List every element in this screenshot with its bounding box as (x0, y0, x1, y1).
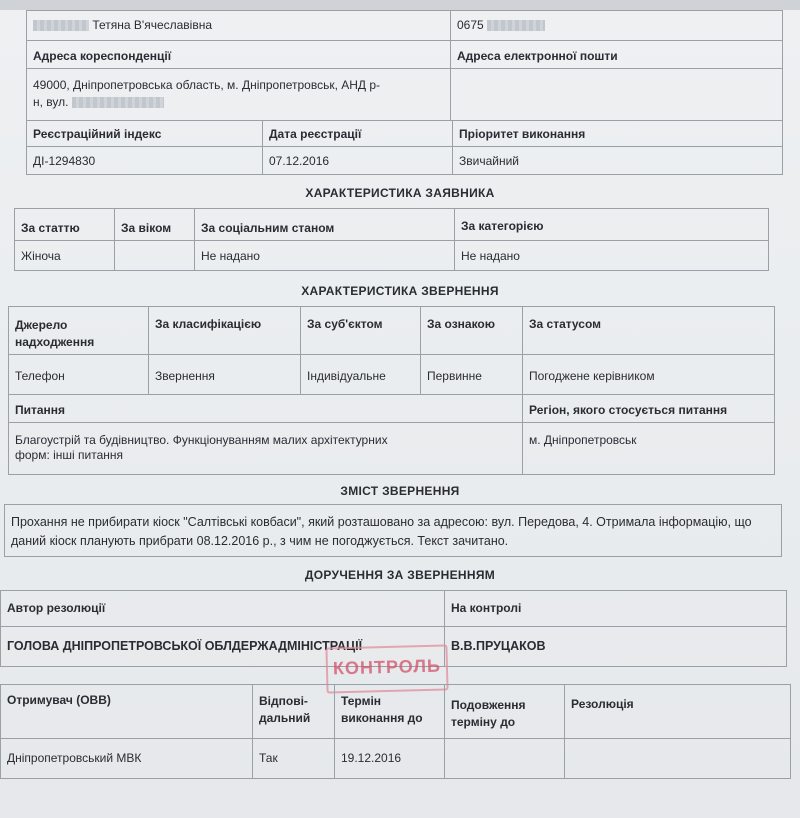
redacted-mark (487, 20, 545, 31)
char-sex: Жіноча (15, 241, 115, 271)
char-header-category: За категорією (455, 209, 769, 241)
resolution-author-label: Автор резолюції (1, 591, 445, 627)
redacted-mark (33, 20, 89, 31)
content-table (4, 504, 782, 557)
char-header-social: За соціальним станом (195, 209, 455, 241)
appeal-char-table (8, 306, 775, 475)
page-top-edge (0, 0, 800, 10)
address-cell (27, 69, 451, 121)
redacted-mark (72, 97, 164, 108)
applicant-name: Тетяна В'ячеславівна (92, 18, 213, 32)
content-text: Прохання не прибирати кіоск "Салтівські ковбаси", який розташовано за адресою: вул. Передова, 4. Отримала інформацію, що даний кіоск планують прибрати 08.12.2016 р., з чим не погоджується. Текст зачитано. (5, 505, 782, 557)
applicant-name-cell (27, 11, 451, 41)
recipient-deadline: 19.12.2016 (335, 739, 445, 779)
reg-index-label: Реєстраційний індекс (27, 121, 263, 147)
on-control: В.В.ПРУЦАКОВ (445, 627, 787, 667)
priority: Звичайний (453, 147, 783, 175)
email-label: Адреса електронної пошти (451, 41, 783, 69)
control-stamp: КОНТРОЛЬ (325, 644, 448, 693)
section-title-assignment: ДОРУЧЕННЯ ЗА ЗВЕРНЕННЯМ (304, 568, 496, 582)
appeal-status: Погоджене керівником (523, 355, 775, 395)
recipient-responsible: Так (253, 739, 335, 779)
reg-date-label: Дата реєстрації (263, 121, 453, 147)
recipients-header-extension: Подовження терміну до (445, 685, 565, 739)
char-category: Не надано (455, 241, 769, 271)
applicant-table (26, 10, 783, 121)
appeal-source: Телефон (9, 355, 149, 395)
section-title-applicant: ХАРАКТЕРИСТИКА ЗАЯВНИКА (305, 186, 495, 200)
address-line-2: н, вул. (33, 95, 69, 109)
section-title-content: ЗМІСТ ЗВЕРНЕННЯ (340, 484, 460, 498)
appeal-class: Звернення (149, 355, 301, 395)
appeal-header-class: За класифікацією (149, 307, 301, 355)
recipients-header-responsible: Відпові-дальний (253, 685, 335, 739)
char-social: Не надано (195, 241, 455, 271)
section-title-appeal: ХАРАКТЕРИСТИКА ЗВЕРНЕННЯ (301, 284, 499, 298)
char-header-age: За віком (115, 209, 195, 241)
address-label: Адреса кореспонденції (27, 41, 451, 69)
recipients-table (0, 684, 791, 779)
priority-label: Пріоритет виконання (453, 121, 783, 147)
appeal-header-subject: За суб'єктом (301, 307, 421, 355)
recipients-header-resolution: Резолюція (565, 685, 791, 739)
on-control-label: На контролі (445, 591, 787, 627)
appeal-header-sign: За ознакою (421, 307, 523, 355)
applicant-char-table (14, 208, 769, 271)
email-cell (451, 69, 783, 121)
reg-date: 07.12.2016 (263, 147, 453, 175)
address-line-1: 49000, Дніпропетровська область, м. Дніпропетровськ, АНД р- (33, 78, 381, 92)
registration-table (26, 120, 783, 175)
resolution-author: ГОЛОВА ДНІПРОПЕТРОВСЬКОЇ ОБЛДЕРЖАДМІНІСТРАЦІЇ (1, 627, 445, 667)
applicant-phone-cell (451, 11, 783, 41)
region-label: Регіон, якого стосується питання (523, 395, 775, 423)
region-text: м. Дніпропетровськ (523, 423, 775, 475)
reg-index: ДІ-1294830 (27, 147, 263, 175)
appeal-header-status: За статусом (523, 307, 775, 355)
question-text: Благоустрій та будівництво. Функціонуванням малих архітектурних форм: інші питання (9, 423, 523, 475)
recipients-header-recipient: Отримувач (ОВВ) (1, 685, 253, 739)
recipients-header-deadline: Термін виконання до (335, 685, 445, 739)
char-header-sex: За статтю (15, 209, 115, 241)
appeal-subject: Індивідуальне (301, 355, 421, 395)
appeal-sign: Первинне (421, 355, 523, 395)
table-row (1, 739, 791, 779)
recipient-resolution (565, 739, 791, 779)
question-label: Питання (9, 395, 523, 423)
applicant-phone: 0675 (457, 18, 484, 32)
recipient-extension (445, 739, 565, 779)
char-age (115, 241, 195, 271)
appeal-header-source: Джерело надходження (9, 307, 149, 355)
recipient-name: Дніпропетровський МВК (1, 739, 253, 779)
